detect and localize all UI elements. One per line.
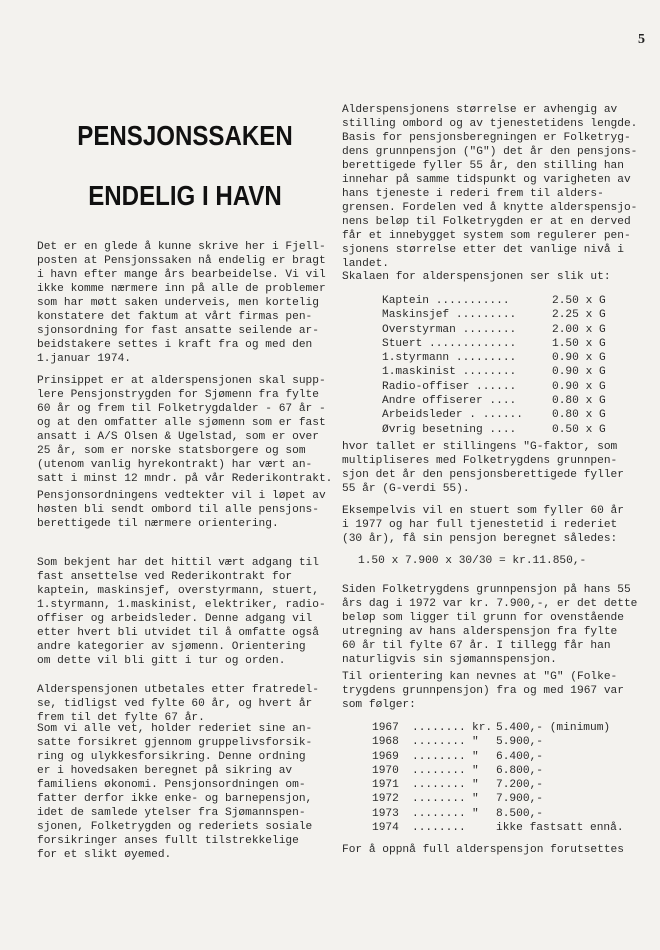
- intro-paragraph: Det er en glede å kunne skrive her i Fjell- posten at Pensjonssaken nå endelig er bragt i havn efter mange års bearbeidelse. Vi vil ikke komme nærmere inn på alle de problemer som har møtt saken underveis, men kortelig konstatere det faktum at vårt firmas pen- sjonsordning for fast ansatte seilende ar- beidstakere settes i kraft fra og med den 1.januar 1974.: [37, 241, 326, 365]
- g-year: 1971: [372, 779, 399, 792]
- insurance-paragraph: Som vi alle vet, holder rederiet sine an- satte forsikret gjennom gruppelivsforsik- ring og ulykkesforsikring. Denne ordning er i hovedsaken beregnet på sikring av familiens økonomi. Pensjonsordningen om- fatter derfor ikke enke- og barnepensjon, idet de samlede ytelser fra Sjømannspen- sjonen, Folketrygden og rederiets sosiale forsikringer anses fullt tilstrekkelige for et slikt øyemed.: [37, 723, 313, 861]
- g-currency: ": [472, 793, 479, 806]
- g-year: 1970: [372, 764, 399, 777]
- g-factor-paragraph: hvor tallet er stillingens "G-faktor, som multipliseres med Folketrygdens grunnpen- sjon det år den pensjonsberettigede fyller 55 år (G-verdi 55).: [342, 441, 624, 495]
- g-dots: ........: [412, 807, 466, 820]
- scale-row: [382, 294, 606, 308]
- g-value-row: [372, 764, 624, 778]
- example-paragraph: Eksempelvis vil en stuert som fyller 60 år i 1977 og har full tjenestetid i rederiet (30 år), få sin pensjon beregnet således:: [342, 505, 624, 545]
- scale-row: [382, 394, 606, 408]
- page-number: 5: [638, 32, 645, 47]
- g-value-row: [372, 792, 624, 806]
- scale-row: [382, 308, 606, 322]
- size-paragraph: Alderspensjonens størrelse er avhengig av stilling ombord og av tjenestetidens lengde. Basis for pensjonsberegningen er Folketryg- dens grunnpensjon ("G") det år den pensjons- berettigede fyller 55 år, den stilling han innehar på samme tidspunkt og varigheten av hans tjeneste i rederi frem til alders- grensen. Fordelen ved å knytte alderspensjo- nens beløp til Folketrygden er at en derved får et innebygget system som regulerer pen- sjonens størrelse etter det vanlige nivå i landet.: [342, 104, 638, 270]
- g-currency: kr.: [472, 722, 493, 734]
- g-currency: ": [472, 750, 479, 763]
- g-dots: ........: [412, 736, 466, 749]
- principle-paragraph: Prinsippet er at alderspensjonen skal supp- lere Pensjonstrygden for Sjømenn fra fylte 60 år og frem til Folketrygdalder - 67 år - og at den omfatter alle sjømenn som er fast ansatt i A/S Olsen & Ugelstad, som er over 25 år, som er norske statsborgere og som (utenom vanlig hyrekontrakt) har vært an- satt i minst 12 mndr. på vår Rederikontrakt.: [37, 375, 333, 485]
- g-value-row: [372, 807, 624, 821]
- g-values-intro: Til orientering kan nevnes at "G" (Folke- trygdens grunnpensjon) fra og med 1967 var som følger:: [342, 671, 624, 711]
- scale-factor: 1.50 x G: [552, 337, 606, 350]
- g-amount: 8.500,-: [496, 807, 543, 820]
- g-amount: 6.800,-: [496, 764, 543, 777]
- scale-row: [382, 380, 606, 394]
- g-year: 1974: [372, 822, 399, 835]
- scale-position: Radio-offiser ......: [382, 380, 517, 393]
- scale-position: Stuert .............: [382, 337, 517, 350]
- g-value-row: [372, 750, 624, 764]
- closing-line: For å oppnå full alderspensjon forutsettes: [342, 844, 624, 856]
- scale-position: Andre offiserer ....: [382, 395, 517, 408]
- g-currency: [472, 821, 496, 835]
- employment-paragraph: Som bekjent har det hittil vært adgang til fast ansettelse ved Rederikontrakt for kaptein, maskinsjef, overstyrmann, stuert, 1.styrmann, 1.maskinist, elektriker, radio- offiser og arbeidsleder. Denne adgang vil etter hvert bli utvidet til å omfatte også andre kategorier av sjømenn. Orientering om dette vil bli gitt i tur og orden.: [37, 557, 326, 667]
- g-dots: ........: [412, 822, 466, 835]
- g-year: 1973: [372, 807, 399, 820]
- article-title-line2: ENDELIG I HAVN: [88, 180, 282, 211]
- g-dots: ........: [412, 764, 466, 777]
- scale-factor: 2.25 x G: [552, 309, 606, 322]
- pension-scale-table: [382, 294, 606, 437]
- g-currency: ": [472, 807, 479, 820]
- g-values-table: [372, 721, 624, 835]
- g-amount: 5.900,-: [496, 736, 543, 749]
- g-value-row: [372, 721, 624, 735]
- scale-factor: 0.90 x G: [552, 380, 606, 393]
- g-year: 1969: [372, 750, 399, 763]
- g-year: 1967: [372, 722, 399, 734]
- scale-row: [382, 337, 606, 351]
- g-dots: ........: [412, 722, 466, 734]
- scale-position: 1.styrmann .........: [382, 352, 517, 365]
- g-value-row: [372, 778, 624, 792]
- g-dots: ........: [412, 793, 466, 806]
- scale-row: [382, 423, 606, 437]
- g-amount: 7.900,-: [496, 793, 543, 806]
- scale-factor: 0.80 x G: [552, 395, 606, 408]
- payment-paragraph: Alderspensjonen utbetales etter fratredel- se, tidligst ved fylte 60 år, og hvert år frem til det fylte 67 år.: [37, 684, 319, 724]
- scale-position: Arbeidsleder . ......: [382, 409, 523, 422]
- scale-position: Kaptein ...........: [382, 295, 510, 307]
- g-currency: ": [472, 736, 479, 749]
- g-amount: 5.400,- (minimum): [496, 722, 611, 734]
- g-year: 1968: [372, 736, 399, 749]
- scale-row: [382, 365, 606, 379]
- scale-position: Maskinsjef .........: [382, 309, 517, 322]
- scale-factor: 0.80 x G: [552, 409, 606, 422]
- scale-intro: Skalaen for alderspensjonen ser slik ut:: [342, 271, 611, 283]
- g-amount: 7.200,-: [496, 779, 543, 792]
- g-currency: ": [472, 764, 479, 777]
- article-title-line1: PENSJONSSAKEN: [77, 120, 293, 151]
- scale-factor: 0.90 x G: [552, 366, 606, 379]
- scale-position: 1.maskinist ........: [382, 366, 517, 379]
- g-value-row: [372, 735, 624, 749]
- basis-paragraph: Siden Folketrygdens grunnpensjon på hans 55 års dag i 1972 var kr. 7.900,-, er det dette beløp som ligger til grunn for ovenstående utregning av hans alderspensjon fra fylte 60 år til fylte 67 år. I tillegg får han naturligvis sin sjømannspensjon.: [342, 584, 638, 666]
- scale-position: Øvrig besetning ....: [382, 423, 517, 436]
- scale-factor: 0.50 x G: [552, 423, 606, 436]
- g-dots: ........: [412, 779, 466, 792]
- scale-factor: 2.00 x G: [552, 323, 606, 336]
- scale-factor: 2.50 x G: [552, 295, 606, 307]
- scale-row: [382, 351, 606, 365]
- example-formula: 1.50 x 7.900 x 30/30 = kr.11.850,-: [358, 555, 587, 567]
- scale-row: [382, 323, 606, 337]
- g-value-row: [372, 821, 624, 835]
- g-year: 1972: [372, 793, 399, 806]
- scale-position: Overstyrman ........: [382, 323, 517, 336]
- scale-row: [382, 408, 606, 422]
- scale-factor: 0.90 x G: [552, 352, 606, 365]
- statutes-paragraph: Pensjonsordningens vedtekter vil i løpet av høsten bli sendt ombord til alle pensjons- berettigede til nærmere orientering.: [37, 490, 326, 530]
- g-currency: ": [472, 779, 479, 792]
- g-amount: 6.400,-: [496, 750, 543, 763]
- g-amount: ikke fastsatt ennå.: [496, 822, 624, 835]
- g-dots: ........: [412, 750, 466, 763]
